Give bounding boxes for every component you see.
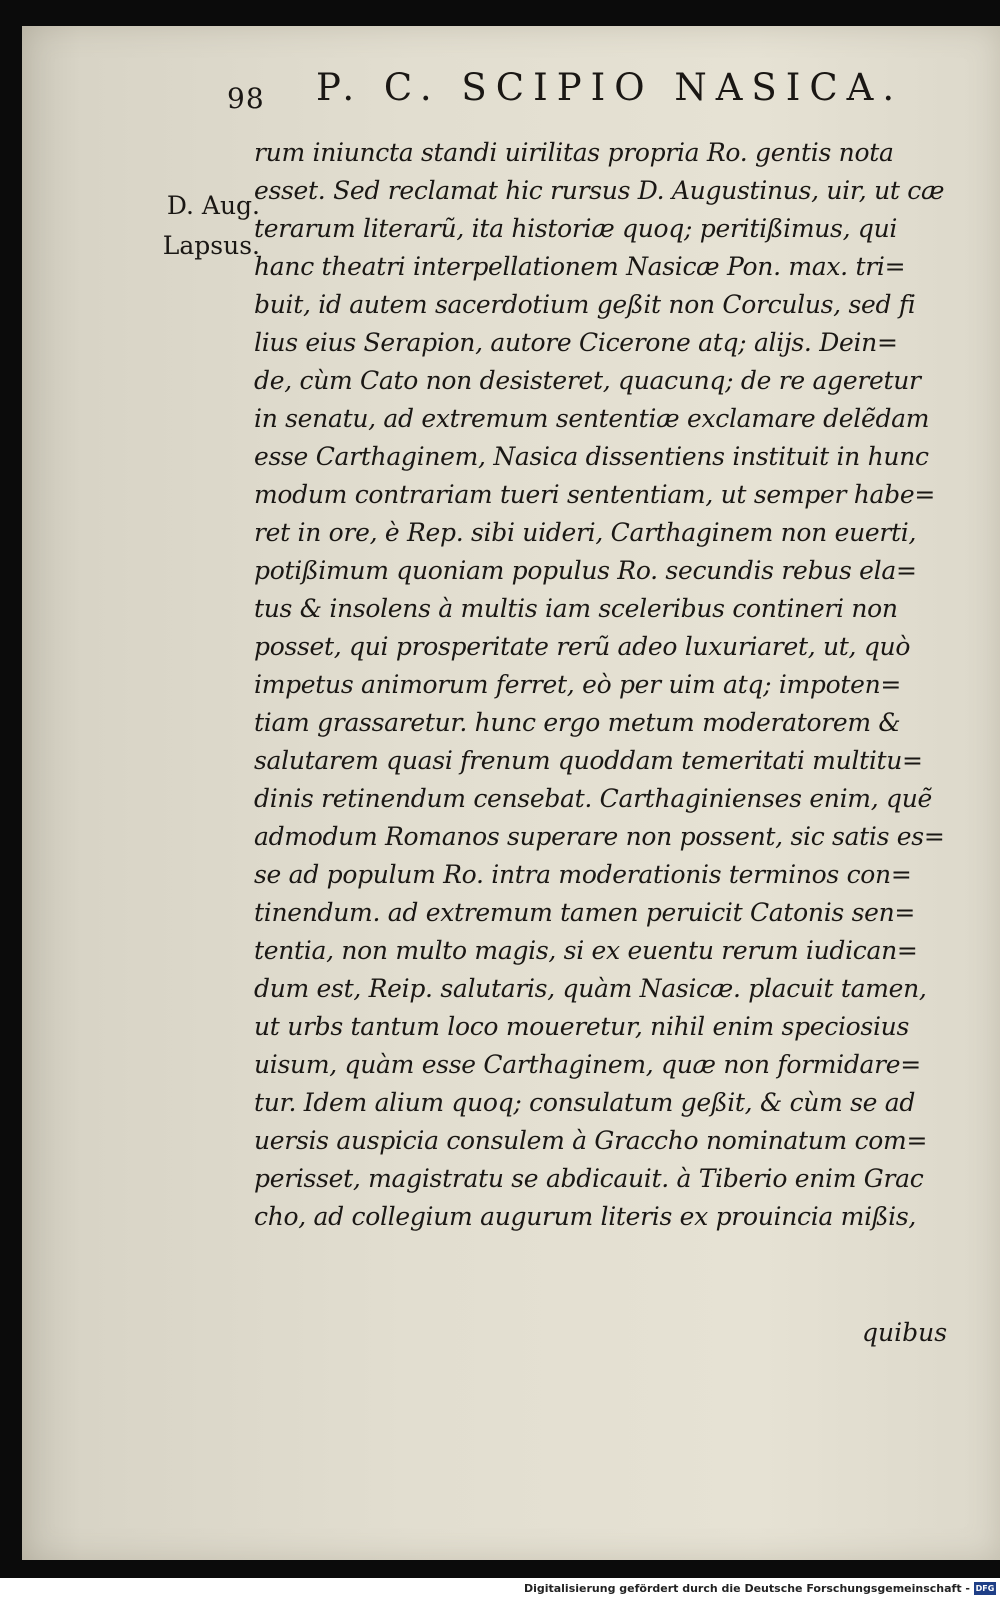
- text-line: rum iniuncta standi uirilitas propria Ro. gentis nota: [254, 138, 894, 167]
- text-line: tur. Idem alium quoq; consulatum geßit, & cùm se ad: [254, 1088, 916, 1117]
- footer: [0, 1578, 1000, 1600]
- text-line: potißimum quoniam populus Ro. secundis rebus ela=: [254, 556, 917, 585]
- text-line: lius eius Serapion, autore Cicerone atq; alijs. Dein=: [254, 328, 898, 357]
- text-line: uersis auspicia consulem à Graccho nominatum com=: [254, 1126, 928, 1155]
- text-line: dinis retinendum censebat. Carthaginienses enim, quẽ: [254, 784, 933, 813]
- text-line: dum est, Reip. salutaris, quàm Nasicæ. placuit tamen,: [254, 974, 927, 1003]
- funding-credit: Digitalisierung gefördert durch die Deutsche Forschungsgemeinschaft -: [523, 1582, 970, 1595]
- dfg-logo: DFG: [975, 1584, 995, 1593]
- text-line: terarum literarũ, ita historiæ quoq; peritißimus, qui: [254, 214, 898, 243]
- page-header: [22, 26, 1000, 136]
- text-line: perisset, magistratu se abdicauit. à Tiberio enim Grac: [254, 1164, 924, 1193]
- text-line: ret in ore, è Rep. sibi uideri, Carthaginem non euerti,: [254, 518, 917, 547]
- text-line: posset, qui prosperitate rerũ adeo luxuriaret, ut, quò: [254, 632, 911, 661]
- text-line: tus & insolens à multis iam sceleribus contineri non: [254, 594, 898, 623]
- text-line: uisum, quàm esse Carthaginem, quæ non formidare=: [254, 1050, 921, 1079]
- marginal-note: Lapsus.: [162, 231, 260, 260]
- text-line: tinendum. ad extremum tamen peruicit Catonis sen=: [254, 898, 916, 927]
- page-number: 98: [227, 82, 265, 115]
- text-line: modum contrariam tueri sententiam, ut semper habe=: [254, 480, 935, 509]
- text-line: buit, id autem sacerdotium geßit non Corculus, sed fi: [254, 290, 916, 319]
- text-line: cho, ad collegium augurum literis ex prouincia mißis,: [254, 1202, 917, 1231]
- body-text: [254, 134, 969, 1236]
- text-line: se ad populum Ro. intra moderationis terminos con=: [254, 860, 912, 889]
- text-line: de, cùm Cato non desisteret, quacunq; de re ageretur: [254, 366, 921, 395]
- running-title: P. C. SCIPIO NASICA.: [316, 66, 904, 109]
- text-line: admodum Romanos superare non possent, sic satis es=: [254, 822, 945, 851]
- text-line: esse Carthaginem, Nasica dissentiens instituit in hunc: [254, 442, 929, 471]
- text-line: tentia, non multo magis, si ex euentu rerum iudican=: [254, 936, 918, 965]
- marginal-note: D. Aug.: [166, 191, 260, 220]
- text-line: salutarem quasi frenum quoddam temeritati multitu=: [254, 746, 923, 775]
- catchword: quibus: [862, 1318, 948, 1347]
- text-line: esset. Sed reclamat hic rursus D. Augustinus, uir, ut cæ: [254, 176, 945, 205]
- text-line: ut urbs tantum loco moueretur, nihil enim speciosius: [254, 1012, 909, 1041]
- text-line: impetus animorum ferret, eò per uim atq; impoten=: [254, 670, 902, 699]
- text-line: in senatu, ad extremum sententiæ exclamare delẽdam: [254, 404, 930, 433]
- marginal-notes: [130, 186, 260, 266]
- text-line: hanc theatri interpellationem Nasicæ Pon. max. tri=: [254, 252, 906, 281]
- text-line: tiam grassaretur. hunc ergo metum moderatorem &: [254, 708, 901, 737]
- book-page: [22, 26, 1000, 1560]
